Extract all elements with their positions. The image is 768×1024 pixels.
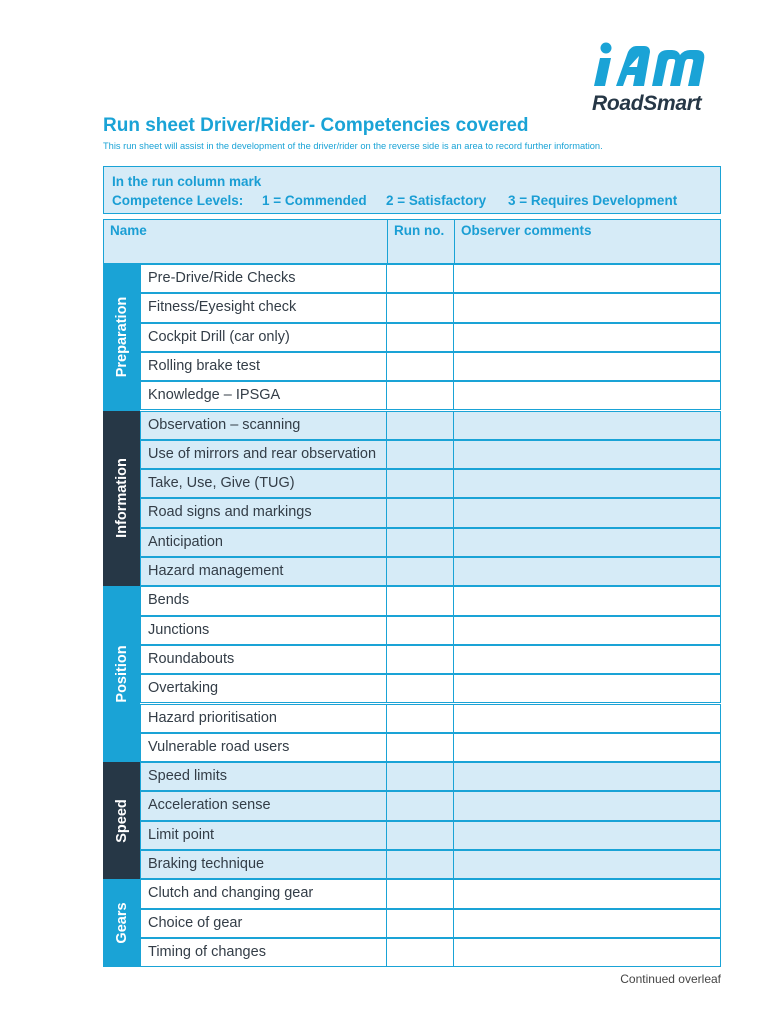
competency-label: Knowledge – IPSGA [140, 381, 387, 410]
section-label-speed [103, 762, 140, 879]
observer-comment-cell[interactable] [453, 762, 721, 791]
table-row [140, 616, 721, 645]
table-row [140, 909, 721, 938]
table-row [140, 498, 721, 527]
observer-comment-cell[interactable] [453, 879, 721, 908]
legend-level-2: 2 = Satisfactory [386, 193, 487, 208]
competency-label: Observation – scanning [140, 411, 387, 440]
competency-label: Roundabouts [140, 645, 387, 674]
observer-comment-cell[interactable] [453, 352, 721, 381]
run-cell[interactable] [386, 850, 454, 879]
competency-label: Overtaking [140, 674, 387, 703]
table-row [140, 293, 721, 322]
table-row [140, 645, 721, 674]
competency-label: Use of mirrors and rear observation [140, 440, 387, 469]
run-cell[interactable] [386, 498, 454, 527]
table-row [140, 440, 721, 469]
competency-label: Choice of gear [140, 909, 387, 938]
observer-comment-cell[interactable] [453, 821, 721, 850]
run-cell[interactable] [386, 323, 454, 352]
section-label-information [103, 411, 140, 587]
table-row [140, 762, 721, 791]
competence-legend [103, 166, 721, 214]
run-cell[interactable] [386, 469, 454, 498]
run-cell[interactable] [386, 821, 454, 850]
legend-label: Competence Levels: [112, 193, 244, 208]
section-name: Preparation [113, 296, 130, 378]
table-header [103, 219, 721, 264]
observer-comment-cell[interactable] [453, 411, 721, 440]
legend-levels [112, 191, 712, 210]
table-row [140, 352, 721, 381]
section-name: Speed [113, 798, 130, 843]
run-cell[interactable] [386, 938, 454, 967]
observer-comment-cell[interactable] [453, 909, 721, 938]
section-label-gears [103, 879, 140, 967]
run-cell[interactable] [386, 440, 454, 469]
competency-label: Take, Use, Give (TUG) [140, 469, 387, 498]
run-cell[interactable] [386, 762, 454, 791]
section-label-position [103, 586, 140, 762]
run-cell[interactable] [386, 733, 454, 762]
observer-comment-cell[interactable] [453, 469, 721, 498]
section-name: Information [113, 458, 130, 539]
competency-label: Limit point [140, 821, 387, 850]
run-cell[interactable] [386, 674, 454, 703]
table-row [140, 879, 721, 908]
run-cell[interactable] [386, 528, 454, 557]
competency-label: Clutch and changing gear [140, 879, 387, 908]
competency-label: Hazard prioritisation [140, 704, 387, 733]
run-cell[interactable] [386, 264, 454, 293]
observer-comment-cell[interactable] [453, 791, 721, 820]
table-row [140, 821, 721, 850]
column-header-observer: Observer comments [454, 220, 720, 263]
table-row [140, 586, 721, 615]
table-row [140, 850, 721, 879]
run-cell[interactable] [386, 411, 454, 440]
legend-instruction: In the run column mark [112, 174, 262, 189]
competency-label: Pre-Drive/Ride Checks [140, 264, 387, 293]
observer-comment-cell[interactable] [453, 616, 721, 645]
run-cell[interactable] [386, 352, 454, 381]
iam-logo-icon [592, 42, 722, 92]
observer-comment-cell[interactable] [453, 440, 721, 469]
observer-comment-cell[interactable] [453, 938, 721, 967]
table-row [140, 381, 721, 410]
run-cell[interactable] [386, 645, 454, 674]
observer-comment-cell[interactable] [453, 381, 721, 410]
page-title: Run sheet Driver/Rider- Competencies covered [103, 115, 529, 136]
competency-label: Cockpit Drill (car only) [140, 323, 387, 352]
observer-comment-cell[interactable] [453, 645, 721, 674]
table-row [140, 704, 721, 733]
table-row [140, 264, 721, 293]
table-row [140, 323, 721, 352]
table-row [140, 411, 721, 440]
competency-label: Speed limits [140, 762, 387, 791]
name-field[interactable]: Name [110, 223, 147, 238]
observer-comment-cell[interactable] [453, 733, 721, 762]
competency-label: Rolling brake test [140, 352, 387, 381]
section-label-preparation [103, 264, 140, 411]
run-cell[interactable] [386, 381, 454, 410]
observer-comment-cell[interactable] [453, 528, 721, 557]
legend-level-1: 1 = Commended [262, 193, 367, 208]
observer-comment-cell[interactable] [453, 704, 721, 733]
observer-comment-cell[interactable] [453, 498, 721, 527]
competency-label: Hazard management [140, 557, 387, 586]
competency-label: Fitness/Eyesight check [140, 293, 387, 322]
observer-comment-cell[interactable] [453, 586, 721, 615]
run-cell[interactable] [386, 791, 454, 820]
table-row [140, 733, 721, 762]
competency-label: Timing of changes [140, 938, 387, 967]
table-row [140, 528, 721, 557]
run-cell[interactable] [386, 586, 454, 615]
table-row [140, 791, 721, 820]
observer-comment-cell[interactable] [453, 674, 721, 703]
legend-level-3: 3 = Requires Development [508, 193, 678, 208]
competency-label: Acceleration sense [140, 791, 387, 820]
column-header-run: Run no. [387, 220, 454, 263]
observer-comment-cell[interactable] [453, 850, 721, 879]
observer-comment-cell[interactable] [453, 557, 721, 586]
table-row [140, 938, 721, 967]
run-cell[interactable] [386, 557, 454, 586]
section-name: Gears [113, 902, 130, 944]
run-cell[interactable] [386, 616, 454, 645]
competency-label: Anticipation [140, 528, 387, 557]
competency-label: Vulnerable road users [140, 733, 387, 762]
table-row [140, 557, 721, 586]
page-subtitle: This run sheet will assist in the development of the driver/rider on the reverse side is an area to record further information. [103, 141, 603, 151]
observer-comment-cell[interactable] [453, 323, 721, 352]
section-name: Position [113, 645, 130, 703]
observer-comment-cell[interactable] [453, 293, 721, 322]
footer-note: Continued overleaf [620, 972, 721, 986]
competency-label: Braking technique [140, 850, 387, 879]
observer-comment-cell[interactable] [453, 264, 721, 293]
run-cell[interactable] [386, 704, 454, 733]
competency-label: Bends [140, 586, 387, 615]
table-row [140, 674, 721, 703]
run-cell[interactable] [386, 909, 454, 938]
iam-roadsmart-logo [592, 42, 722, 122]
table-row [140, 469, 721, 498]
run-cell[interactable] [386, 293, 454, 322]
competency-label: Road signs and markings [140, 498, 387, 527]
run-cell[interactable] [386, 879, 454, 908]
logo-text: RoadSmart [592, 92, 702, 115]
competency-label: Junctions [140, 616, 387, 645]
